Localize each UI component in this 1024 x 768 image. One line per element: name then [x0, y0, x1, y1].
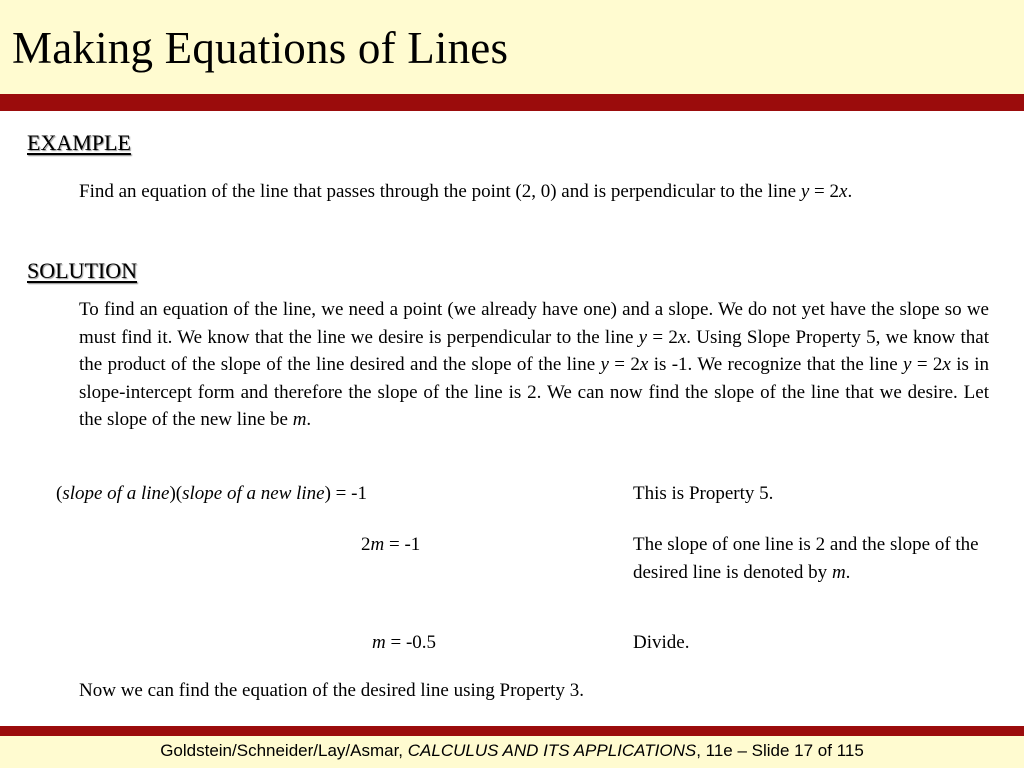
solution-part: = 2	[911, 354, 943, 375]
eq-text: ) = -1	[324, 483, 367, 504]
solution-var: x	[677, 326, 687, 348]
eq-italic: m	[372, 632, 386, 653]
example-var-y: y	[800, 181, 810, 202]
example-text-part: Find an equation of the line that passes through the point (2, 0) and is perpendicular to the line	[79, 181, 801, 202]
solution-part: is in slope-intercept form and therefore the slope of the line is 2. We can now find the slope of the line that we desire. Let the slope of the new line be	[79, 354, 990, 430]
title-divider	[0, 94, 1024, 111]
note-text: The slope of one line is 2 and the slope of the desired line is denoted by	[633, 534, 979, 583]
solution-heading: SOLUTION	[27, 258, 137, 283]
solution-var: y	[903, 354, 912, 375]
step-3-equation	[372, 629, 436, 657]
eq-text: 2	[361, 534, 371, 555]
solution-var: y	[600, 354, 609, 375]
eq-italic: slope of a line	[62, 483, 170, 504]
example-eq-end: .	[847, 181, 853, 202]
solution-part: . Using Slope Property 5, we know that the product of the slope of the line desired and the slope of the line	[79, 326, 989, 375]
footer-book-title: CALCULUS AND ITS APPLICATIONS	[407, 741, 697, 760]
step-3-note: Divide.	[633, 632, 690, 653]
eq-text: = -0.5	[385, 632, 437, 653]
solution-part: .	[306, 409, 312, 430]
note-var: m	[831, 561, 846, 583]
solution-text	[79, 296, 989, 434]
solution-var: y	[638, 326, 648, 348]
example-eq-mid: = 2	[809, 181, 839, 202]
solution-part: is -1. We recognize that the line	[648, 354, 904, 375]
footer-divider	[0, 726, 1024, 736]
eq-text: = -1	[384, 534, 421, 555]
step-2-note	[633, 531, 993, 586]
example-text	[79, 178, 979, 206]
eq-text: (	[56, 483, 63, 504]
closing-text: Now we can find the equation of the desired line using Property 3.	[79, 680, 584, 701]
solution-part: To find an equation of the line, we need a point (we already have one) and a slope. We do not yet have the slope so we must find it. We know that the line we desire is perpendicular to the line	[79, 299, 989, 348]
slide-title: Making Equations of Lines	[12, 23, 509, 73]
eq-text: )(	[169, 483, 183, 504]
solution-part: = 2	[608, 354, 640, 375]
step-1-note: This is Property 5.	[633, 483, 774, 504]
solution-var: m	[292, 409, 307, 430]
example-var-x: x	[839, 181, 848, 202]
solution-var: x	[639, 354, 649, 375]
example-heading: EXAMPLE	[27, 130, 131, 155]
footer-slide-info: , 11e – Slide 17 of 115	[696, 741, 864, 760]
solution-part: = 2	[647, 326, 678, 348]
footer-authors: Goldstein/Schneider/Lay/Asmar,	[160, 741, 408, 760]
eq-italic: slope of a new line	[182, 483, 325, 504]
solution-var: x	[942, 354, 951, 375]
note-end: .	[845, 561, 851, 583]
footer-citation	[0, 738, 1024, 764]
step-2-equation	[361, 531, 420, 559]
step-1-equation	[56, 480, 367, 508]
eq-italic: m	[370, 534, 385, 555]
